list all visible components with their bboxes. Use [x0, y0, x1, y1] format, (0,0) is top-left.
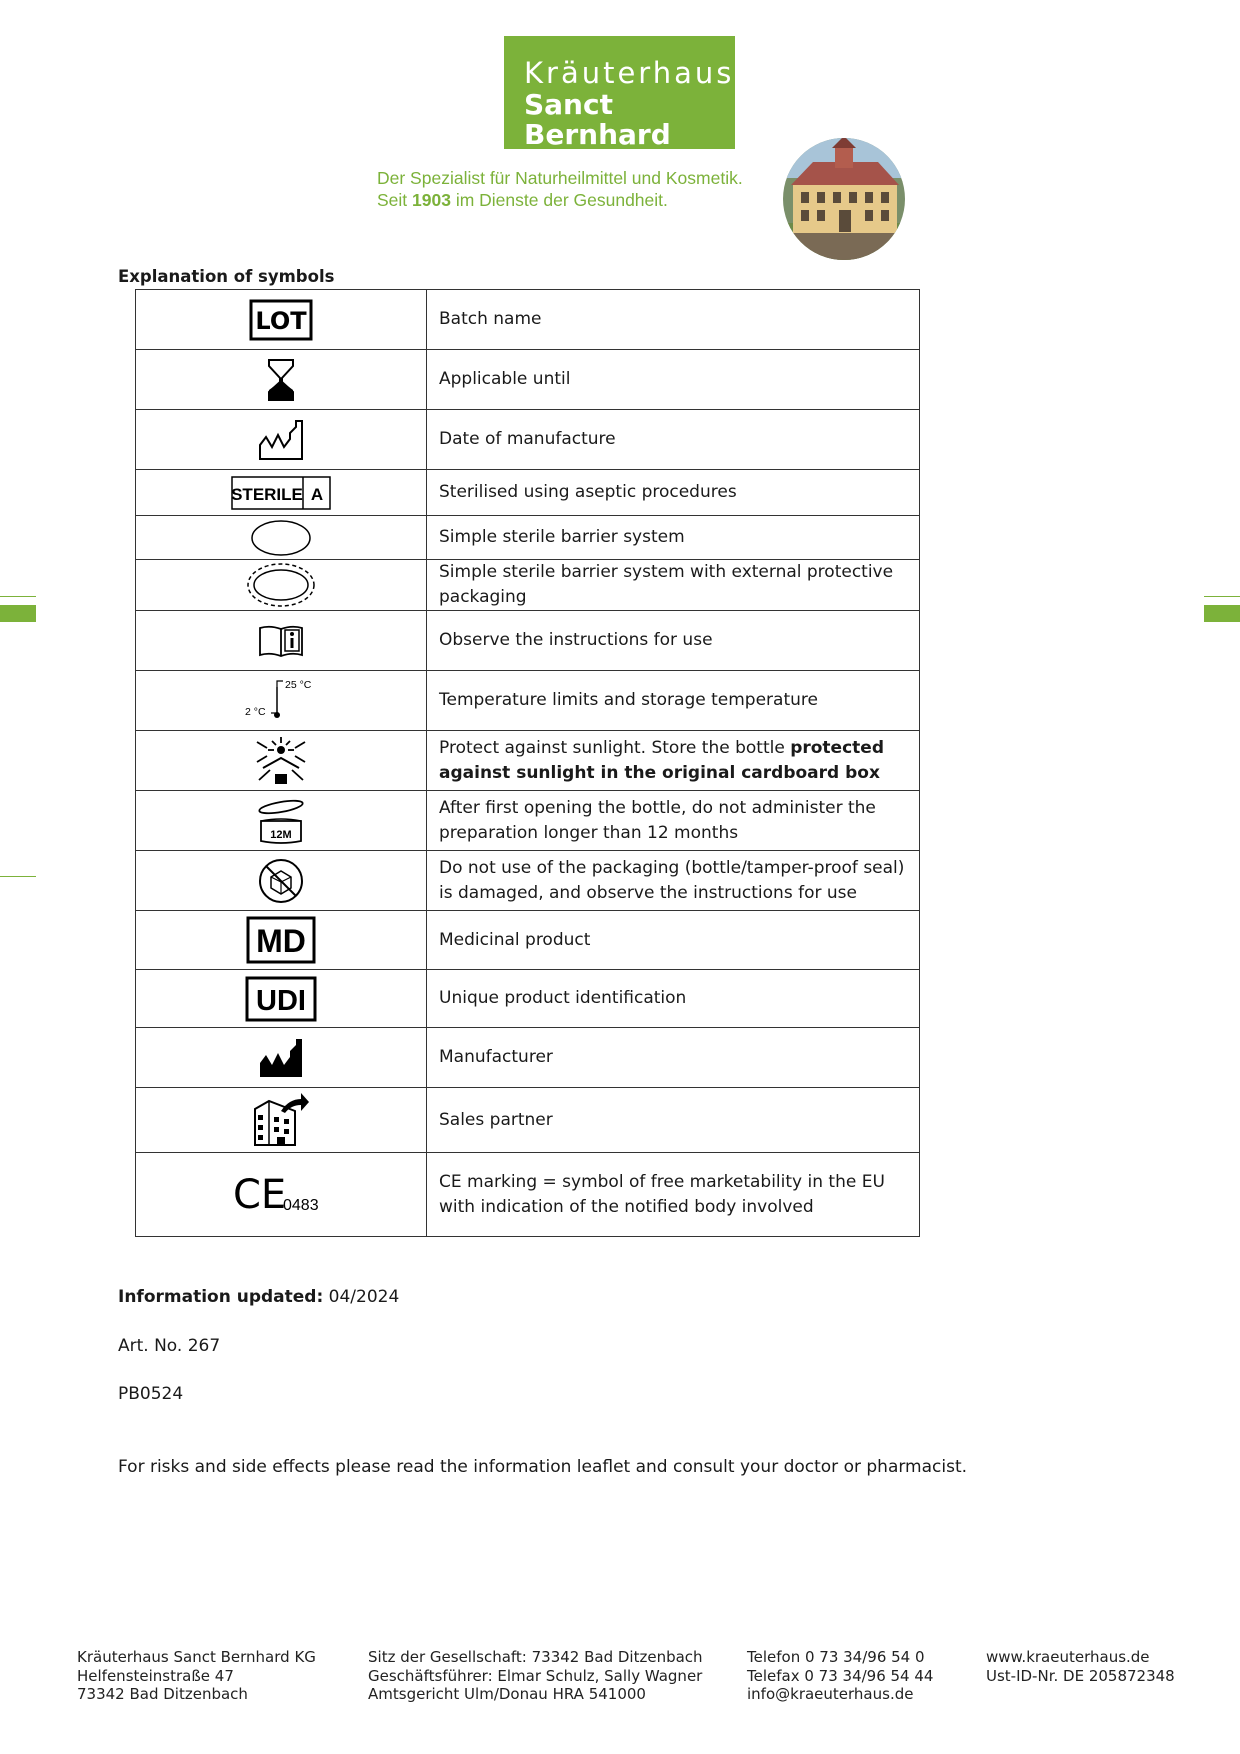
svg-text:2 °C: 2 °C: [245, 705, 266, 718]
symbol-description: Date of manufacture: [427, 410, 920, 470]
table-row: [136, 851, 920, 911]
symbol-description: Simple sterile barrier system: [427, 516, 920, 560]
logo-line-2: Sanct Bernhard: [524, 88, 671, 151]
table-row: [136, 516, 920, 560]
symbol-description: Batch name: [427, 290, 920, 350]
symbols-table: [135, 289, 920, 1237]
distributor-icon: [251, 1091, 311, 1149]
svg-text:MD: MD: [256, 923, 306, 959]
table-row: [136, 911, 920, 970]
table-row: [136, 1028, 920, 1088]
company-logo: [504, 36, 735, 149]
logo-line-1: Kräuterhaus: [524, 56, 735, 90]
symbol-description: Unique product identification: [427, 970, 920, 1028]
document-code: PB0524: [118, 1384, 184, 1404]
left-fold-mark: [0, 605, 36, 622]
symbol-description: Temperature limits and storage temperature: [427, 671, 920, 731]
footer-company: Kräuterhaus Sanct Bernhard KG Helfensteinstraße 47 73342 Bad Ditzenbach: [77, 1648, 316, 1703]
table-row: [136, 1153, 920, 1237]
oval-barrier-icon: [250, 519, 312, 557]
sunlight-icon: [253, 736, 309, 786]
table-row: [136, 970, 920, 1028]
symbol-description: Sales partner: [427, 1088, 920, 1153]
symbol-description: CE marking = symbol of free marketability in the EU with indication of the notified body involved: [427, 1153, 920, 1237]
symbol-description: Sterilised using aseptic procedures: [427, 470, 920, 516]
svg-text:LOT: LOT: [255, 306, 307, 335]
building-photo: [783, 138, 905, 260]
symbol-description: Observe the instructions for use: [427, 611, 920, 671]
table-row: [136, 791, 920, 851]
section-title: Explanation of symbols: [118, 267, 335, 286]
left-punch-line: [0, 876, 36, 877]
svg-text:25 °C: 25 °C: [285, 678, 312, 691]
lot-icon: [249, 299, 313, 341]
hourglass-icon: [266, 358, 296, 402]
svg-text:12M: 12M: [270, 828, 292, 841]
factory-outline-icon: [258, 419, 304, 461]
factory-filled-icon: [258, 1037, 304, 1079]
instructions-book-icon: [258, 624, 304, 658]
table-row: [136, 1088, 920, 1153]
damaged-package-icon: [257, 857, 305, 905]
tagline-line-2: Seit 1903 im Dienste der Gesundheit.: [377, 190, 668, 210]
symbol-description: Manufacturer: [427, 1028, 920, 1088]
right-fold-line: [1204, 596, 1240, 597]
table-row: [136, 290, 920, 350]
table-row: [136, 470, 920, 516]
open-jar-12m-icon: [256, 797, 306, 845]
table-row: [136, 671, 920, 731]
table-row: [136, 350, 920, 410]
svg-text:STERILE: STERILE: [231, 484, 303, 504]
article-number: Art. No. 267: [118, 1336, 221, 1356]
sterile-a-icon: [231, 476, 331, 510]
symbol-description: Medicinal product: [427, 911, 920, 970]
svg-text:A: A: [310, 484, 324, 504]
footer-web: www.kraeuterhaus.de Ust-ID-Nr. DE 205872348: [986, 1648, 1175, 1685]
svg-text:CE: CE: [233, 1171, 287, 1218]
udi-icon: [245, 976, 317, 1022]
thermometer-icon: [233, 679, 329, 723]
ce-mark-icon: [231, 1172, 331, 1218]
table-row: [136, 731, 920, 791]
svg-text:UDI: UDI: [256, 984, 306, 1017]
information-updated: Information updated: 04/2024: [118, 1287, 400, 1307]
left-fold-line: [0, 596, 36, 597]
right-fold-mark: [1204, 605, 1240, 622]
symbol-description: Simple sterile barrier system with external protective packaging: [427, 560, 920, 611]
table-row: [136, 410, 920, 470]
tagline-line-1: Der Spezialist für Naturheilmittel und Kosmetik.: [377, 168, 743, 188]
symbol-description: Protect against sunlight. Store the bottle protected against sunlight in the original cardboard box: [427, 731, 920, 791]
table-row: [136, 560, 920, 611]
symbol-description: Applicable until: [427, 350, 920, 410]
risk-notice: For risks and side effects please read the information leaflet and consult your doctor or pharmacist.: [118, 1457, 968, 1477]
footer-contact: Telefon 0 73 34/96 54 0 Telefax 0 73 34/96 54 44 info@kraeuterhaus.de: [747, 1648, 934, 1703]
table-row: [136, 611, 920, 671]
footer-legal: Sitz der Gesellschaft: 73342 Bad Ditzenbach Geschäftsführer: Elmar Schulz, Sally Wagner Amtsgericht Ulm/Donau HRA 541000: [368, 1648, 703, 1703]
symbol-description: Do not use of the packaging (bottle/tamper-proof seal) is damaged, and observe the instructions for use: [427, 851, 920, 911]
symbol-description: After first opening the bottle, do not administer the preparation longer than 12 months: [427, 791, 920, 851]
svg-text:0483: 0483: [283, 1196, 319, 1214]
double-oval-barrier-icon: [246, 562, 316, 608]
tagline: [377, 167, 743, 211]
md-icon: [246, 916, 316, 964]
